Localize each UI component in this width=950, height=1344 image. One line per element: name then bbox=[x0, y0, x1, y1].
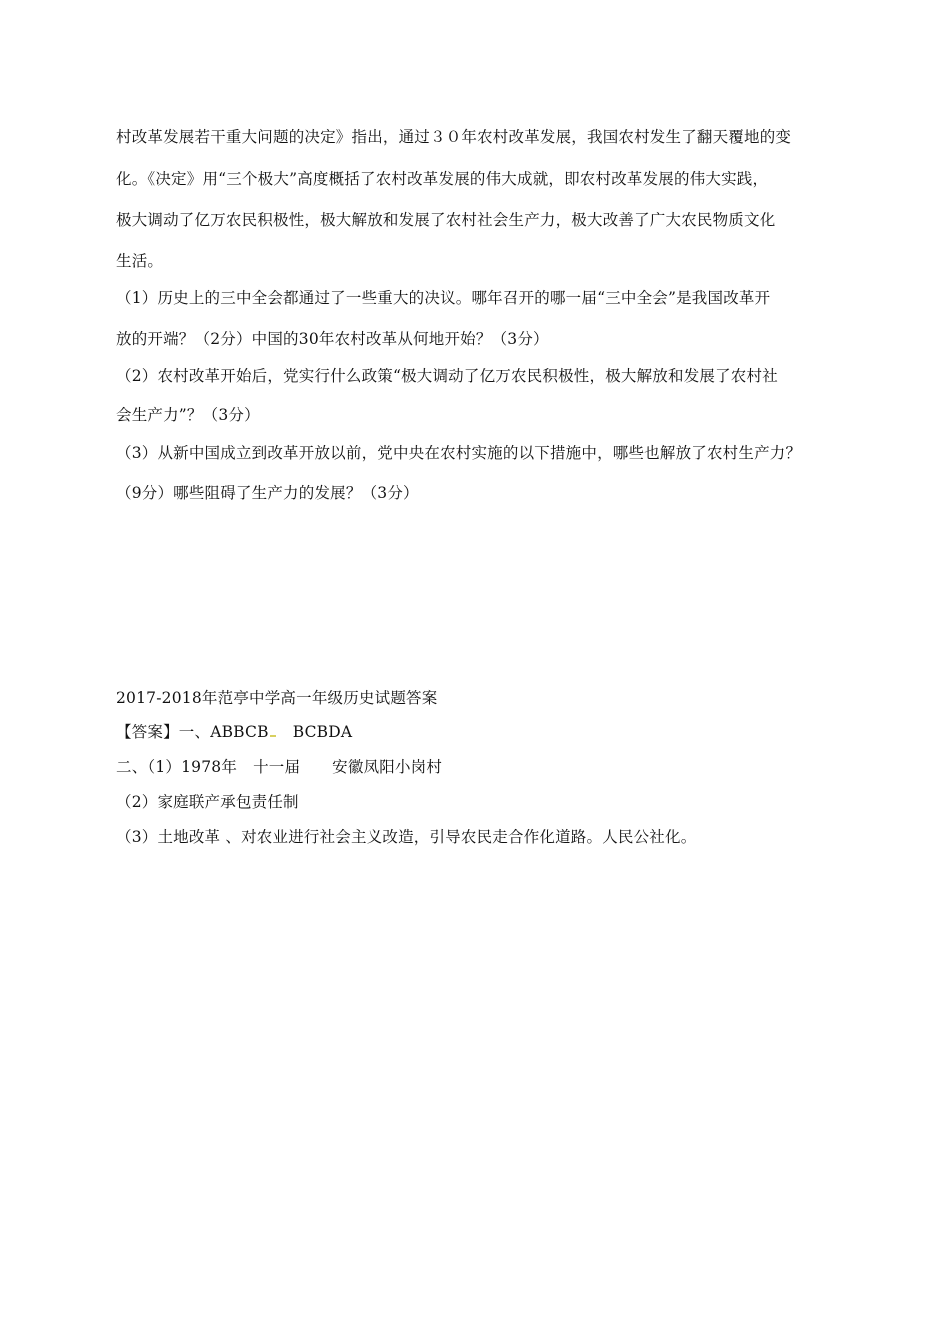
answer-choices-part-2: BCBDA bbox=[292, 723, 353, 741]
question-2-line-2: 会生产力”？（3分） bbox=[116, 406, 260, 424]
question-1-line-1: （1）历史上的三中全会都通过了一些重大的决议。哪年召开的哪一届“三中全会”是我国改革开 bbox=[116, 289, 771, 307]
answer-line-3: （2）家庭联产承包责任制 bbox=[116, 793, 299, 811]
question-line-4: 生活。 bbox=[116, 252, 164, 270]
question-3-line-1: （3）从新中国成立到改革开放以前，党中央在农村实施的以下措施中，哪些也解放了农村生产力？ bbox=[116, 444, 802, 462]
answer-2-1-place: 安徽凤阳小岗村 bbox=[332, 758, 443, 776]
highlight-mark bbox=[270, 735, 276, 737]
answer-line-2 bbox=[116, 757, 442, 777]
question-line-3: 极大调动了亿万农民积极性，极大解放和发展了农村社会生产力，极大改善了广大农民物质文化 bbox=[116, 211, 776, 229]
question-line-2: 化。《决定》用“三个极大”高度概括了农村改革发展的伟大成就，即农村改革发展的伟大实践， bbox=[116, 170, 769, 188]
answer-title: 2017-2018年范亭中学高一年级历史试题答案 bbox=[116, 689, 438, 707]
answer-line-4: （3）土地改革 、对农业进行社会主义改造，引导农民走合作化道路。人民公社化。 bbox=[116, 828, 697, 846]
question-3-line-2: （9分）哪些阻碍了生产力的发展？（3分） bbox=[116, 484, 419, 502]
answer-2-1-year: 二、（1）1978年 bbox=[116, 758, 238, 776]
question-line-1: 村改革发展若干重大问题的决定》指出，通过３０年农村改革发展，我国农村发生了翻天覆地的变 bbox=[116, 128, 792, 146]
answer-line-1 bbox=[116, 722, 352, 742]
question-2-line-1: （2）农村改革开始后，党实行什么政策“极大调动了亿万农民积极性，极大解放和发展了农村社 bbox=[116, 367, 778, 385]
question-1-line-2: 放的开端？（2分）中国的30年农村改革从何地开始？（3分） bbox=[116, 330, 549, 348]
answer-2-1-session: 十一届 bbox=[253, 758, 301, 776]
answer-choices-part-1: 【答案】一、ABBCB bbox=[116, 723, 269, 741]
